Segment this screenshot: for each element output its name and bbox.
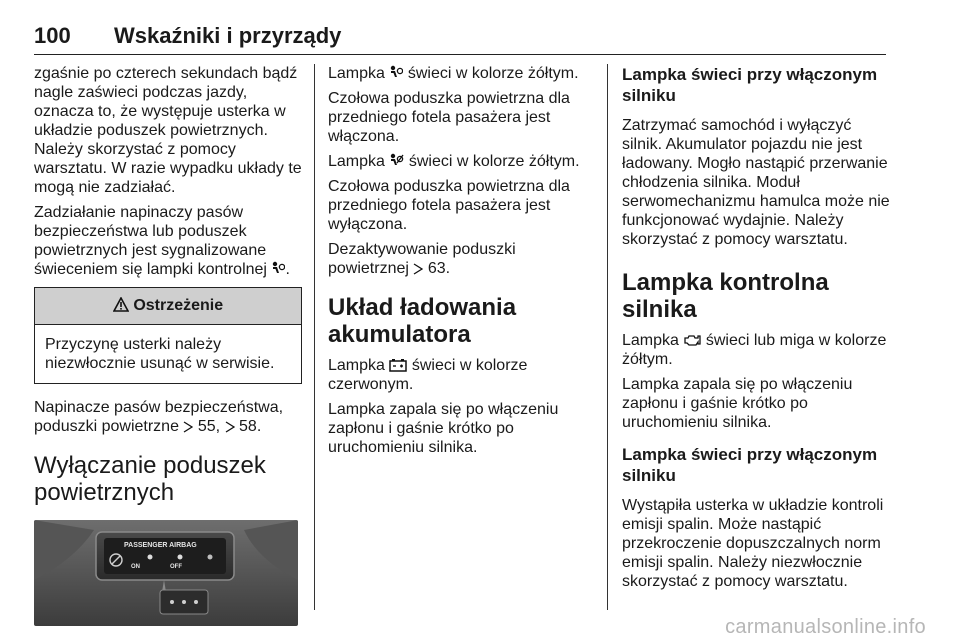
section-heading: Lampka kontrolna silnika [622,269,829,323]
paragraph: Lampka świeci lub miga w kolorze żółtym. [622,332,887,368]
paragraph: Dezaktywowanie poduszki powietrznej 63. [328,241,516,277]
column-divider [314,64,315,610]
ref-arrow-icon [183,421,193,433]
airbag-panel-photo [34,520,298,626]
page-ref[interactable]: 63 [427,260,446,277]
page-ref[interactable]: 55 [197,418,216,435]
battery-icon [389,358,407,372]
subheading: Lampka świeci przy włączonym silniku [622,65,878,105]
warning-header [35,288,301,325]
page-header [34,20,886,55]
column-divider [607,64,608,610]
warning-box [34,287,302,384]
paragraph: zgaśnie po czterech sekundach bądź nagle zaświeci podczas jazdy, oznacza to, że występuje usterka w układzie poduszek powietrznych. Należy skorzystać z pomocy warsztatu. W razie wypadku układy te mogą nie zadziałać. [34,65,302,196]
paragraph: Wystąpiła usterka w układzie kontroli emisji spalin. Może nastąpić przekroczenie dopuszczalnych norm emisji spalin. Należy niezwłocznie skorzystać z pomocy warsztatu. [622,497,884,590]
ref-arrow-icon [225,421,235,433]
column-right [622,64,892,597]
column-left [34,64,302,626]
paragraph: Czołowa poduszka powietrzna dla przedniego fotela pasażera jest wyłączona. [328,178,570,233]
section-heading: Układ ładowania akumulatora [328,294,517,348]
paragraph: Czołowa poduszka powietrzna dla przedniego fotela pasażera jest włączona. [328,90,570,145]
page-ref[interactable]: 58 [239,418,257,435]
photo-off-label: OFF [170,564,182,570]
airbag-off-icon [389,153,404,168]
paragraph: Lampka świeci w kolorze żółtym. [328,65,579,82]
photo-label: PASSENGER AIRBAG [124,542,197,549]
paragraph: Lampka świeci w kolorze czerwonym. [328,357,528,393]
airbag-on-icon [389,65,403,80]
paragraph: Lampka zapala się po włączeniu zapłonu i gaśnie krótko po uruchomieniu silnika. [622,376,853,431]
engine-icon [683,333,701,347]
page-title: Wskaźniki i przyrządy [114,23,342,48]
ref-arrow-icon [413,263,423,275]
column-middle [328,64,596,463]
paragraph: Lampka świeci w kolorze żółtym. [328,153,580,170]
photo-on-label: ON [131,564,140,570]
warning-triangle-icon [113,297,129,312]
airbag-on-icon [271,261,285,276]
warning-text: Przyczynę usterki należy niezwłocznie usunąć w serwisie. [45,336,275,372]
page-number: 100 [34,23,71,48]
warning-title: Ostrzeżenie [133,297,224,314]
paragraph: Lampka zapala się po włączeniu zapłonu i gaśnie krótko po uruchomieniu silnika. [328,401,559,456]
paragraph: Napinacze pasów bezpieczeństwa, poduszki powietrzne 55, 58. [34,399,284,435]
section-heading: Wyłączanie poduszek powietrznych [34,452,266,506]
paragraph: Zadziałanie napinaczy pasów bezpieczeństwa lub poduszek powietrznych jest sygnalizowane świeceniem się lampki kontrolnej . [34,204,290,278]
subheading: Lampka świeci przy włączonym silniku [622,445,878,485]
paragraph: Zatrzymać samochód i wyłączyć silnik. Akumulator pojazdu nie jest ładowany. Mogło nastąpić przerwanie chłodzenia silnika. Moduł serwomechanizmu hamulca może nie funkcjonować wydajnie. Należy skorzystać z pomocy warsztatu. [622,117,890,248]
watermark: carmanualsonline.info [725,616,926,638]
